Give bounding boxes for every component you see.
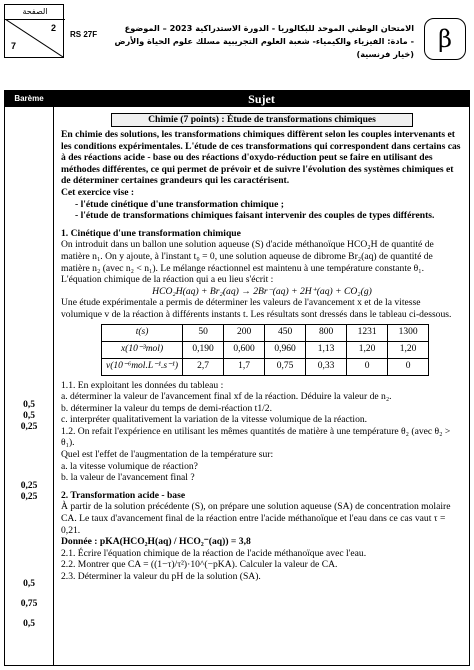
row-label: t(s)	[102, 324, 183, 341]
table-row	[102, 324, 429, 341]
mark-value: 0,5	[23, 400, 35, 410]
exam-title-line-1: الامتحان الوطني الموحد للبكالوريا - الدورة الاستدراكية 2023 – الموضوع	[124, 23, 414, 33]
exam-title	[114, 22, 414, 61]
table-cell: 1231	[347, 324, 388, 341]
table-cell: 0	[388, 358, 429, 375]
question-2-1: 2.1. Écrire l'équation chimique de la réaction de l'acide méthanoïque avec l'eau.	[61, 547, 367, 559]
section-2-paragraph-1: À partir de la solution précédente (S), on prépare une solution aqueuse (SA) de concentration molaire CA. Le taux d'avancement final de la réaction entre l'acide méthanoïque et l'eau dans ce cas vaut τ = 0,21.	[61, 501, 451, 536]
question-1-2-b: b. la valeur de l'avancement final ?	[61, 472, 195, 484]
mark-value: 0,5	[23, 579, 35, 589]
measurements-table	[101, 324, 429, 376]
mark-value: 0,25	[20, 422, 38, 432]
exam-code: RS 27F	[70, 30, 98, 39]
mark-value: 0,25	[20, 492, 38, 502]
aim-item-1: - l'étude cinétique d'une transformation chimique ;	[75, 198, 284, 210]
section-1-paragraph-3: Une étude expérimentale a permis de déterminer les valeurs de l'avancement x et de la vitesse volumique v de la réaction à différents instants t. Les résultats sont dressés dans le tableau ci-dessous.	[61, 297, 452, 320]
aim-item-2: - l'étude de transformations chimiques faisant intervenir des couples de types différents.	[75, 210, 435, 222]
table-cell: 1,13	[306, 341, 347, 358]
question-1-1: 1.1. En exploitant les données du tableau :	[61, 379, 224, 391]
section-1-paragraph-1: On introduit dans un ballon une solution aqueuse (S) d'acide méthanoïque HCO₂H de quantité de matière n₁. On y ajoute, à l'instant t₀ = 0, une solution aqueuse de dibrome Br₂(aq) de quantité de matière n₂ (avec n₂ < n₁). Le mélange réactionnel est maintenu à une température constante θ₁.	[61, 239, 434, 274]
question-1-1-a: a. déterminer la valeur de l'avancement final xf de la réaction. Déduire la valeur de n₂.	[61, 391, 392, 403]
table-cell: 0,960	[265, 341, 306, 358]
page-label: الصفحة	[5, 5, 65, 20]
table-cell: 0,600	[224, 341, 265, 358]
section-1-paragraph-2: L'équation chimique de la réaction qui a eu lieu s'écrit :	[61, 274, 274, 286]
question-1-2-text: Quel est l'effet de l'augmentation de la température sur:	[61, 449, 274, 461]
mark-value: 0,5	[23, 619, 35, 629]
bareme-column	[5, 91, 54, 665]
table-row	[102, 358, 429, 375]
table-cell: 0,190	[183, 341, 224, 358]
mark-value: 0,5	[23, 411, 35, 421]
reaction-equation: HCO₂H(aq) + Br₂(aq) → 2Br⁻(aq) + 2H⁺(aq) + CO₂(g)	[152, 285, 372, 297]
row-label: x(10⁻³mol)	[102, 341, 183, 358]
table-cell: 2,7	[183, 358, 224, 375]
sujet-content	[61, 111, 463, 583]
table-cell: 450	[265, 324, 306, 341]
mark-value: 0,25	[20, 481, 38, 491]
intro-paragraph: En chimie des solutions, les transformations chimiques diffèrent selon les couples intervenants et les conditions expérimentales. L'étude de ces transformations qui correspondent dans certains cas à des réactions acide - base ou des réactions d'oxydo-réduction peut se faire en utilisant des méthodes différentes, ce qui permet de prévoir et de suivre l'évolution des systèmes chimiques et de déterminer certaines grandeurs qui les caractérisent.	[61, 129, 461, 187]
table-cell: 50	[183, 324, 224, 341]
question-2-2: 2.2. Montrer que CA = ((1−τ)/τ²)·10^(−pKA). Calculer la valeur de CA.	[61, 559, 338, 571]
page-number: 2	[51, 23, 57, 33]
table-cell: 0,33	[306, 358, 347, 375]
page-number-box	[4, 4, 64, 58]
table-row	[102, 341, 429, 358]
table-cell: 200	[224, 324, 265, 341]
table-cell: 1,20	[388, 341, 429, 358]
beta-logo-icon: β	[424, 18, 466, 60]
sujet-header: Sujet	[54, 91, 469, 107]
page-total: 7	[11, 41, 17, 51]
table-cell: 0,75	[265, 358, 306, 375]
table-cell: 1,20	[347, 341, 388, 358]
exam-header	[4, 4, 468, 86]
question-2-3: 2.3. Déterminer la valeur du pH de la solution (SA).	[61, 571, 261, 582]
table-cell: 800	[306, 324, 347, 341]
question-1-1-b: b. déterminer la valeur du temps de demi-réaction t1/2.	[61, 402, 272, 414]
chemistry-title: Chimie (7 points) : Étude de transformations chimiques	[111, 113, 413, 127]
aim-title: Cet exercice vise :	[61, 186, 135, 198]
question-1-2: 1.2. On refait l'expérience en utilisant les mêmes quantités de matière à une température θ₂ (avec θ₂ > θ₁).	[61, 425, 451, 449]
table-cell: 1,7	[224, 358, 265, 375]
table-cell: 1300	[388, 324, 429, 341]
table-cell: 0	[347, 358, 388, 375]
given-data: Donnée : pKA(HCO₂H(aq) / HCO₂⁻(aq)) = 3,8	[61, 536, 251, 548]
section-2-title: 2. Transformation acide - base	[61, 489, 186, 501]
question-1-2-a: a. la vitesse volumique de réaction?	[61, 460, 198, 472]
row-label: v(10⁻⁶mol.L⁻¹.s⁻¹)	[102, 358, 183, 375]
mark-value: 0,75	[20, 599, 38, 609]
section-1-title: 1. Cinétique d'une transformation chimique	[61, 227, 241, 239]
question-1-1-c: c. interpréter qualitativement la variation de la vitesse volumique de la réaction.	[61, 414, 368, 426]
exam-title-line-2: - مادة: الفيزياء والكيمياء- شعبة العلوم التجريبية مسلك علوم الحياة والأرض (خيار فرنسية)	[114, 36, 414, 59]
bareme-header: Barème	[5, 91, 53, 107]
exam-table	[4, 90, 470, 666]
